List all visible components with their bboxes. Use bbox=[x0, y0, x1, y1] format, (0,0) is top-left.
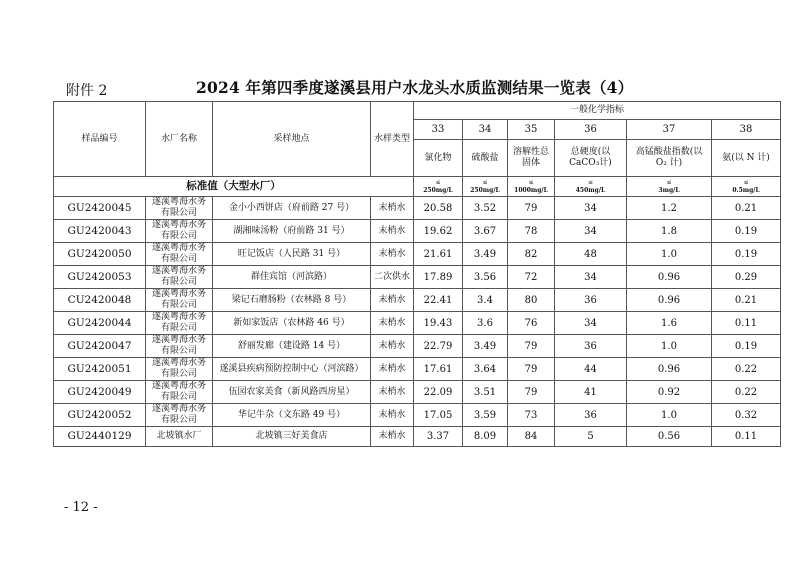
water-type-cell: 末梢水 bbox=[371, 404, 414, 427]
limit-symbol: ≤ bbox=[743, 178, 749, 186]
limit-symbol: ≤ bbox=[435, 178, 441, 186]
value-cell: 0.96 bbox=[627, 266, 712, 289]
plant-name-cell: 遂溪粤海水务有限公司 bbox=[146, 335, 213, 358]
value-cell: 21.61 bbox=[414, 243, 463, 266]
indicator-limit bbox=[414, 177, 463, 197]
value-cell: 19.43 bbox=[414, 312, 463, 335]
sample-id-cell: GU2420043 bbox=[54, 220, 146, 243]
value-cell: 3.56 bbox=[463, 266, 508, 289]
value-cell: 1.0 bbox=[627, 404, 712, 427]
table-row bbox=[54, 404, 781, 427]
indicator-number: 37 bbox=[627, 120, 712, 140]
sample-id-cell: GU2420044 bbox=[54, 312, 146, 335]
limit-value: 1000mg/L bbox=[514, 186, 548, 194]
value-cell: 0.21 bbox=[712, 289, 781, 312]
value-cell: 5 bbox=[555, 427, 627, 447]
value-cell: 3.52 bbox=[463, 197, 508, 220]
indicator-limit bbox=[712, 177, 781, 197]
value-cell: 17.05 bbox=[414, 404, 463, 427]
location-cell: 遂溪县疾病预防控制中心（河滨路） bbox=[213, 358, 371, 381]
value-cell: 44 bbox=[555, 358, 627, 381]
water-type-cell: 末梢水 bbox=[371, 381, 414, 404]
table-row bbox=[54, 335, 781, 358]
value-cell: 3.51 bbox=[463, 381, 508, 404]
water-type-cell: 末梢水 bbox=[371, 220, 414, 243]
table-row bbox=[54, 381, 781, 404]
value-cell: 0.21 bbox=[712, 197, 781, 220]
plant-name-cell: 遂溪粤海水务有限公司 bbox=[146, 197, 213, 220]
location-cell: 伍园农家美食（新风路西房星） bbox=[213, 381, 371, 404]
value-cell: 22.09 bbox=[414, 381, 463, 404]
value-cell: 76 bbox=[508, 312, 555, 335]
value-cell: 0.92 bbox=[627, 381, 712, 404]
value-cell: 1.2 bbox=[627, 197, 712, 220]
plant-name-cell: 北坡镇水厂 bbox=[146, 427, 213, 447]
sample-id-cell: GU2420045 bbox=[54, 197, 146, 220]
value-cell: 1.6 bbox=[627, 312, 712, 335]
limit-symbol: ≤ bbox=[587, 178, 594, 186]
value-cell: 73 bbox=[508, 404, 555, 427]
indicator-name: 氨(以 N 计) bbox=[712, 140, 781, 177]
limit-value: 250mg/L bbox=[423, 186, 453, 194]
col-header-water-type: 水样类型 bbox=[371, 102, 414, 177]
water-type-cell: 末梢水 bbox=[371, 335, 414, 358]
value-cell: 0.11 bbox=[712, 427, 781, 447]
indicator-name: 总硬度(以CaCO₃计) bbox=[555, 140, 627, 177]
value-cell: 72 bbox=[508, 266, 555, 289]
value-cell: 3.67 bbox=[463, 220, 508, 243]
value-cell: 19.62 bbox=[414, 220, 463, 243]
table-row bbox=[54, 220, 781, 243]
value-cell: 3.6 bbox=[463, 312, 508, 335]
value-cell: 0.19 bbox=[712, 335, 781, 358]
sample-id-cell: GU2420053 bbox=[54, 266, 146, 289]
limit-symbol: ≤ bbox=[528, 178, 534, 186]
plant-name-cell: 遂溪粤海水务有限公司 bbox=[146, 220, 213, 243]
indicator-limit bbox=[508, 177, 555, 197]
location-cell: 旺记饭店（人民路 31 号） bbox=[213, 243, 371, 266]
attachment-label: 附件 2 bbox=[66, 83, 108, 99]
location-cell: 北坡镇三好美食店 bbox=[213, 427, 371, 447]
sample-id-cell: CU2420048 bbox=[54, 289, 146, 312]
indicator-name: 溶解性总固体 bbox=[508, 140, 555, 177]
value-cell: 41 bbox=[555, 381, 627, 404]
limit-symbol: ≤ bbox=[666, 178, 672, 186]
plant-name-cell: 遂溪粤海水务有限公司 bbox=[146, 312, 213, 335]
plant-name-cell: 遂溪粤海水务有限公司 bbox=[146, 266, 213, 289]
value-cell: 82 bbox=[508, 243, 555, 266]
value-cell: 0.96 bbox=[627, 289, 712, 312]
value-cell: 0.19 bbox=[712, 243, 781, 266]
location-cell: 湖湘味汤粉（府前路 31 号） bbox=[213, 220, 371, 243]
table-row bbox=[54, 289, 781, 312]
col-header-plant: 水厂名称 bbox=[146, 102, 213, 177]
value-cell: 1.0 bbox=[627, 335, 712, 358]
indicator-name: 氯化物 bbox=[414, 140, 463, 177]
plant-name-cell: 遂溪粤海水务有限公司 bbox=[146, 358, 213, 381]
value-cell: 79 bbox=[508, 335, 555, 358]
standard-label: 标准值（大型水厂） bbox=[54, 177, 414, 197]
value-cell: 3.4 bbox=[463, 289, 508, 312]
value-cell: 17.61 bbox=[414, 358, 463, 381]
indicator-number: 38 bbox=[712, 120, 781, 140]
location-cell: 群佳宾馆（河滨路） bbox=[213, 266, 371, 289]
location-cell: 华记牛杂（文东路 49 号） bbox=[213, 404, 371, 427]
sample-id-cell: GU2420050 bbox=[54, 243, 146, 266]
value-cell: 36 bbox=[555, 335, 627, 358]
value-cell: 8.09 bbox=[463, 427, 508, 447]
location-cell: 舒丽发廊（建设路 14 号） bbox=[213, 335, 371, 358]
value-cell: 34 bbox=[555, 220, 627, 243]
value-cell: 80 bbox=[508, 289, 555, 312]
indicator-number: 34 bbox=[463, 120, 508, 140]
indicator-group-label: 一般化学指标 bbox=[414, 102, 781, 120]
value-cell: 20.58 bbox=[414, 197, 463, 220]
value-cell: 0.19 bbox=[712, 220, 781, 243]
indicator-limit bbox=[555, 177, 627, 197]
table-row bbox=[54, 427, 781, 447]
col-header-sample-id: 样品编号 bbox=[54, 102, 146, 177]
water-type-cell: 末梢水 bbox=[371, 243, 414, 266]
indicator-number: 36 bbox=[555, 120, 627, 140]
plant-name-cell: 遂溪粤海水务有限公司 bbox=[146, 289, 213, 312]
plant-name-cell: 遂溪粤海水务有限公司 bbox=[146, 381, 213, 404]
value-cell: 1.8 bbox=[627, 220, 712, 243]
value-cell: 79 bbox=[508, 358, 555, 381]
col-header-location: 采样地点 bbox=[213, 102, 371, 177]
table-row bbox=[54, 243, 781, 266]
water-quality-table bbox=[53, 101, 781, 447]
sample-id-cell: GU2440129 bbox=[54, 427, 146, 447]
page-title: 2024 年第四季度遂溪县用户水龙头水质监测结果一览表（4） bbox=[196, 78, 634, 97]
value-cell: 0.96 bbox=[627, 358, 712, 381]
value-cell: 3.59 bbox=[463, 404, 508, 427]
water-type-cell: 末梢水 bbox=[371, 312, 414, 335]
table-row bbox=[54, 358, 781, 381]
value-cell: 36 bbox=[555, 289, 627, 312]
sample-id-cell: GU2420047 bbox=[54, 335, 146, 358]
plant-name-cell: 遂溪粤海水务有限公司 bbox=[146, 404, 213, 427]
value-cell: 22.79 bbox=[414, 335, 463, 358]
value-cell: 78 bbox=[508, 220, 555, 243]
water-type-cell: 二次供水 bbox=[371, 266, 414, 289]
value-cell: 17.89 bbox=[414, 266, 463, 289]
indicator-number: 33 bbox=[414, 120, 463, 140]
location-cell: 新如家饭店（农林路 46 号） bbox=[213, 312, 371, 335]
water-type-cell: 末梢水 bbox=[371, 358, 414, 381]
page-number: - 12 - bbox=[64, 500, 98, 515]
limit-value: 250mg/L bbox=[470, 186, 500, 194]
value-cell: 0.22 bbox=[712, 358, 781, 381]
value-cell: 3.64 bbox=[463, 358, 508, 381]
water-type-cell: 末梢水 bbox=[371, 197, 414, 220]
limit-value: 0.5mg/L bbox=[732, 186, 760, 194]
indicator-number: 35 bbox=[508, 120, 555, 140]
value-cell: 3.37 bbox=[414, 427, 463, 447]
value-cell: 48 bbox=[555, 243, 627, 266]
value-cell: 0.29 bbox=[712, 266, 781, 289]
value-cell: 0.11 bbox=[712, 312, 781, 335]
water-type-cell: 末梢水 bbox=[371, 427, 414, 447]
location-cell: 金小小西饼店（府前路 27 号） bbox=[213, 197, 371, 220]
value-cell: 3.49 bbox=[463, 335, 508, 358]
value-cell: 0.56 bbox=[627, 427, 712, 447]
indicator-limit bbox=[627, 177, 712, 197]
location-cell: 梁记石磨肠粉（农林路 8 号） bbox=[213, 289, 371, 312]
value-cell: 79 bbox=[508, 197, 555, 220]
value-cell: 34 bbox=[555, 312, 627, 335]
limit-value: 3mg/L bbox=[658, 186, 680, 194]
water-type-cell: 末梢水 bbox=[371, 289, 414, 312]
value-cell: 84 bbox=[508, 427, 555, 447]
indicator-limit bbox=[463, 177, 508, 197]
value-cell: 34 bbox=[555, 197, 627, 220]
table-row bbox=[54, 197, 781, 220]
value-cell: 22.41 bbox=[414, 289, 463, 312]
limit-symbol: ≤ bbox=[482, 178, 488, 186]
value-cell: 34 bbox=[555, 266, 627, 289]
limit-value: 450mg/L bbox=[575, 186, 606, 194]
indicator-name: 硫酸盐 bbox=[463, 140, 508, 177]
table-row bbox=[54, 266, 781, 289]
indicator-name: 高锰酸盐指数(以 O₂ 计) bbox=[627, 140, 712, 177]
sample-id-cell: GU2420049 bbox=[54, 381, 146, 404]
value-cell: 79 bbox=[508, 381, 555, 404]
value-cell: 36 bbox=[555, 404, 627, 427]
value-cell: 3.49 bbox=[463, 243, 508, 266]
value-cell: 0.32 bbox=[712, 404, 781, 427]
sample-id-cell: GU2420052 bbox=[54, 404, 146, 427]
table-row bbox=[54, 312, 781, 335]
value-cell: 0.22 bbox=[712, 381, 781, 404]
value-cell: 1.0 bbox=[627, 243, 712, 266]
sample-id-cell: GU2420051 bbox=[54, 358, 146, 381]
plant-name-cell: 遂溪粤海水务有限公司 bbox=[146, 243, 213, 266]
